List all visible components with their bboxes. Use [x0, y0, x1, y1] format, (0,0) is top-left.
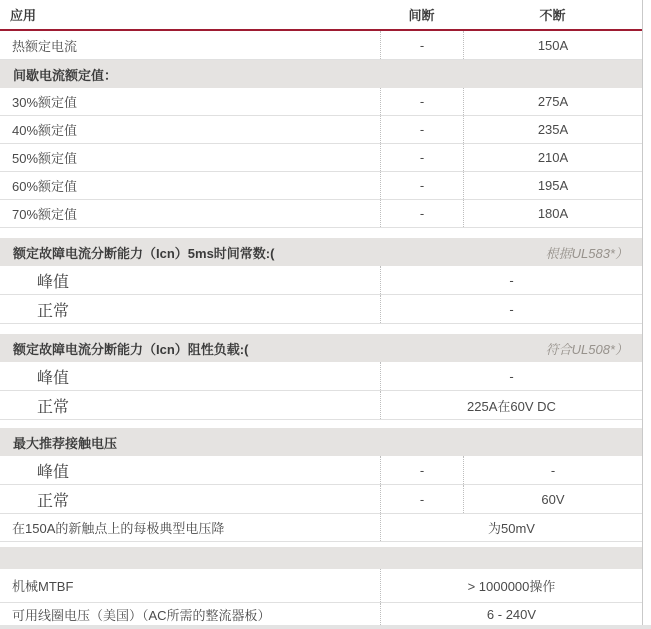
cell-continuous: -	[463, 456, 642, 484]
cell-merged-value: -	[380, 266, 642, 294]
cell-continuous: 235A	[463, 116, 642, 143]
section-note-ul508: 符合UL508*）	[545, 341, 628, 357]
row-thermal-current	[0, 31, 642, 60]
row-peak-resistive	[0, 362, 642, 391]
cell-continuous: 150A	[463, 31, 642, 59]
section-note-ul583: 根据UL583*）	[545, 245, 628, 261]
row-label: 60%额定值	[12, 179, 78, 194]
cell-intermittent: -	[380, 172, 463, 199]
row-label: 在150A的新触点上的每极典型电压降	[12, 521, 225, 536]
section-intermittent-ratings	[0, 60, 642, 88]
cell-merged-value: 225A在60V DC	[380, 391, 642, 419]
row-coil-voltage	[0, 603, 642, 625]
section-label: 额定故障电流分断能力（Icn）5ms时间常数:(	[13, 245, 275, 261]
cell-continuous: 180A	[463, 200, 642, 227]
row-label: 40%额定值	[12, 123, 78, 138]
section-label: 最大推荐接触电压	[13, 435, 118, 451]
row-rating-30pct	[0, 88, 642, 116]
row-peak-5ms	[0, 266, 642, 295]
page-bottom-edge	[0, 625, 651, 629]
section-empty-band	[0, 547, 642, 569]
row-label: 可用线圈电压（美国）（AC所需的整流器板）	[12, 607, 271, 623]
cell-continuous: 275A	[463, 88, 642, 115]
section-label: 额定故障电流分断能力（Icn）阻性负载:(	[13, 341, 249, 357]
section-max-contact-voltage	[0, 428, 642, 456]
row-label: 机械MTBF	[12, 579, 74, 594]
row-rating-40pct	[0, 116, 642, 144]
cell-intermittent: -	[380, 144, 463, 171]
row-label: 50%额定值	[12, 151, 78, 166]
row-normal-voltage	[0, 485, 642, 514]
header-application: 应用	[10, 8, 37, 23]
row-label: 峰值	[37, 369, 70, 387]
row-normal-5ms	[0, 295, 642, 324]
cell-intermittent: -	[380, 31, 463, 59]
section-label: 间歇电流额定值：	[13, 67, 118, 83]
row-label: 正常	[37, 492, 70, 510]
row-label: 正常	[37, 302, 70, 320]
row-mechanical-mtbf	[0, 569, 642, 603]
section-breaking-capacity-5ms	[0, 238, 642, 266]
cell-continuous: 210A	[463, 144, 642, 171]
header-intermittent: 间断	[408, 8, 435, 23]
cell-continuous: 195A	[463, 172, 642, 199]
row-rating-50pct	[0, 144, 642, 172]
row-rating-60pct	[0, 172, 642, 200]
row-normal-resistive	[0, 391, 642, 420]
cell-merged-value: -	[380, 295, 642, 323]
row-voltage-drop	[0, 514, 642, 542]
cell-intermittent: -	[380, 485, 463, 513]
row-peak-voltage	[0, 456, 642, 485]
cell-intermittent: -	[380, 88, 463, 115]
row-label: 正常	[37, 398, 70, 416]
section-breaking-capacity-resistive	[0, 334, 642, 362]
cell-intermittent: -	[380, 456, 463, 484]
header-continuous: 不断	[539, 8, 566, 23]
cell-intermittent: -	[380, 116, 463, 143]
row-label: 峰值	[37, 463, 70, 481]
row-label: 热额定电流	[12, 38, 78, 54]
cell-merged-value: > 1000000操作	[380, 569, 642, 602]
cell-merged-value: 6 - 240V	[380, 603, 642, 625]
cell-intermittent: -	[380, 200, 463, 227]
cell-continuous: 60V	[463, 485, 642, 513]
row-label: 30%额定值	[12, 95, 78, 110]
row-label: 70%额定值	[12, 207, 78, 222]
row-label: 峰值	[37, 273, 70, 291]
cell-merged-value: 为50mV	[380, 514, 642, 541]
row-rating-70pct	[0, 200, 642, 228]
cell-merged-value: -	[380, 362, 642, 390]
table-header-row	[0, 0, 642, 31]
